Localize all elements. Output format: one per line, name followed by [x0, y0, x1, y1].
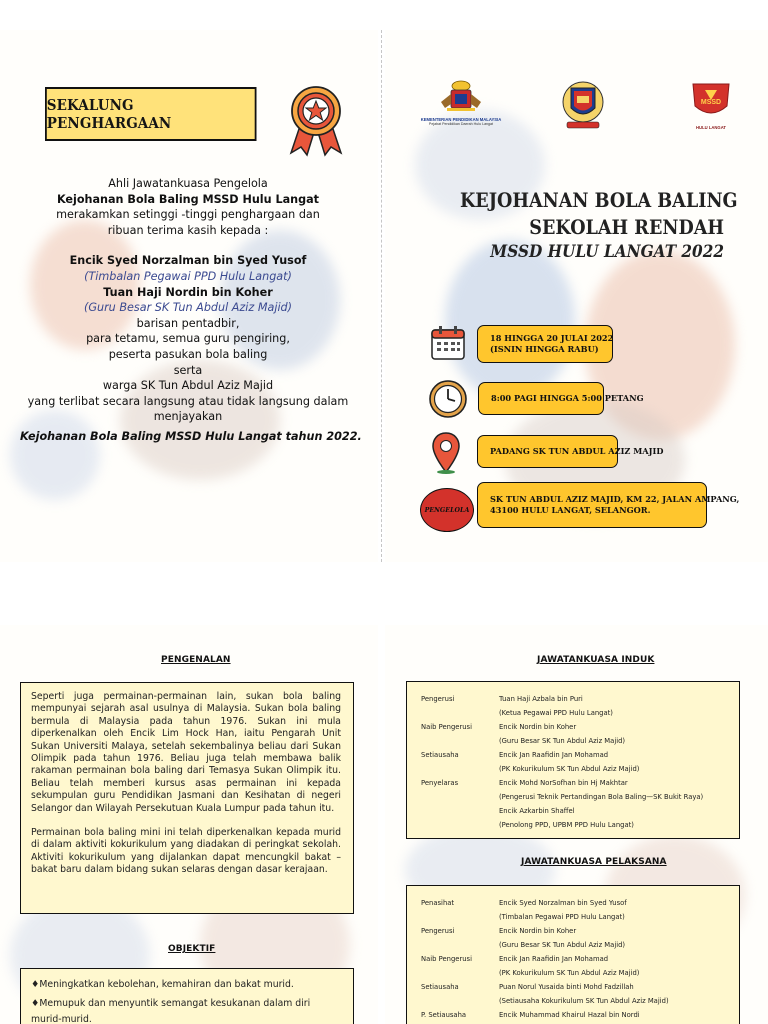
committee-role: Setiausaha	[421, 751, 459, 759]
event-title-line1: KEJOHANAN BOLA BALING	[460, 188, 738, 212]
committee-row	[421, 720, 729, 734]
committee-role	[421, 994, 499, 1008]
event-title	[424, 187, 738, 264]
committee-role: Naib Pengerusi	[421, 723, 472, 731]
person-name: Encik Syed Norzalman bin Syed Yusof	[69, 254, 307, 268]
committee-role	[421, 790, 499, 804]
committee-member: Encik Muhammad Khairul Hazal bin Nordi	[499, 1011, 640, 1019]
committee-role	[421, 910, 499, 924]
mssd-logo-text: MSSD	[700, 99, 722, 106]
committee-row	[421, 818, 729, 832]
fold-line	[381, 30, 382, 562]
introduction-paragraph: Seperti juga permainan-permainan lain, sukan bola baling mempunyai sejarah asal usulnya di Malaysia. Sukan bola baling bermula di Malaysia pada tahun 1976. Sukan ini mula diperkenalkan oleh Encik Lim Hock Han, iaitu Pengarah Unit Sukan Universiti Malaya, setelah sekembalinya beliau dari Sukan Olimpik pada tahun 1976. Beliau juga telah membawa balik rakaman permainan bola baling dari Temasya Sukan Olimpik itu. Beliau telah memberi kursus asas permainan ini kepada sekumpulan guru Pendidikan Jasmani dan Kesihatan di negeri Selangor dan Wilayah Persekutuan Kuala Lumpur pada tahun itu.	[31, 691, 341, 814]
thanks-line: warga SK Tun Abdul Aziz Majid	[102, 379, 274, 393]
thanks-line: menjayakan	[153, 410, 223, 424]
time-text: 8:00 PAGI HINGGA 5:00 PETANG	[491, 393, 644, 403]
objective-item: ♦Memupuk dan menyuntik semangat kesukanan dalam diri	[31, 998, 311, 1009]
committee-member: (PK Kokurikulum SK Tun Abdul Aziz Majid)	[499, 969, 640, 977]
committee-role: Pengerusi	[421, 695, 455, 703]
committee-role: Penasihat	[421, 899, 455, 907]
committee-row	[421, 896, 729, 910]
committee-row	[421, 994, 729, 1008]
committee-panel	[385, 625, 768, 1024]
introduction-panel	[0, 625, 378, 1024]
intro-line: merakamkan setinggi -tinggi penghargaan dan	[56, 208, 320, 222]
committee-member: (Ketua Pegawai PPD Hulu Langat)	[499, 709, 613, 717]
committee-row	[421, 966, 729, 980]
appreciation-title	[45, 87, 257, 141]
committee-member: Encik Azkarbin Shaffel	[499, 807, 575, 815]
committee-row	[421, 762, 729, 776]
venue-text: PADANG SK TUN ABDUL AZIZ MAJID	[490, 446, 664, 456]
organizer-address-line2: 43100 HULU LANGAT, SELANGOR.	[490, 505, 651, 515]
appreciation-panel	[0, 30, 378, 562]
appreciation-title-text: SEKALUNG PENGHARGAAN	[46, 96, 172, 132]
committee-role: Naib Pengerusi	[421, 955, 472, 963]
objective-heading: OBJEKTIF	[168, 944, 216, 954]
person-name: Tuan Haji Nordin bin Koher	[103, 285, 273, 299]
committee-row	[421, 938, 729, 952]
time-box	[478, 382, 644, 415]
committee-member: Puan Norul Yusaida binti Mohd Fadzillah	[499, 983, 634, 991]
committee-role	[421, 938, 499, 952]
day-text: (ISNIN HINGGA RABU)	[490, 344, 599, 354]
introduction-textbox	[20, 682, 354, 914]
main-committee-heading: JAWATANKUASA INDUK	[537, 655, 655, 665]
objective-item: ♦Meningkatkan kebolehan, kemahiran dan bakat murid.	[31, 979, 294, 990]
committee-row	[421, 692, 729, 706]
committee-row	[421, 804, 729, 818]
committee-role: Setiausaha	[421, 983, 459, 991]
event-title-line2: SEKOLAH RENDAH	[529, 215, 724, 239]
intro-event-name: Kejohanan Bola Baling MSSD Hulu Langat	[56, 192, 320, 206]
committee-row	[421, 790, 729, 804]
committee-member: Tuan Haji Azbala bin Puri	[499, 695, 583, 703]
committee-row	[421, 952, 729, 966]
committee-row	[421, 748, 729, 762]
cover-panel	[385, 30, 768, 562]
location-pin-icon	[431, 432, 461, 474]
crest-icon	[411, 78, 511, 112]
introduction-heading: PENGENALAN	[161, 655, 231, 665]
thanks-line: yang terlibat secara langsung atau tidak langsung dalam	[27, 394, 349, 408]
date-text: 18 HINGGA 20 JULAI 2022	[490, 333, 614, 343]
committee-role	[421, 706, 499, 720]
organizer-label: PENGELOLA	[424, 506, 470, 514]
committee-role	[421, 804, 499, 818]
executive-committee-box	[406, 885, 740, 1024]
committee-role	[421, 818, 499, 832]
thanks-line: barisan pentadbir,	[136, 316, 240, 330]
committee-row	[421, 1008, 729, 1022]
objective-item-cont: murid-murid.	[31, 1014, 92, 1024]
introduction-paragraph: Permainan bola baling mini ini telah diperkenalkan kepada murid di dalam aktiviti kokurikulum yang diadakan di peringkat sekolah. Aktiviti kokurikulum yang dijalankan dapat mencungkil bakat – bakat baru dalam bidang sukan selaras dengan dasar kerajaan.	[31, 827, 341, 876]
organizer-badge	[420, 488, 474, 532]
venue-box	[477, 435, 664, 468]
school-shield-icon	[561, 76, 605, 132]
mssd-logo	[687, 80, 735, 132]
committee-row	[421, 910, 729, 924]
ministry-logo-subtext: Pejabat Pendidikan Daerah Hulu Langat	[428, 122, 494, 126]
committee-row	[421, 776, 729, 790]
mssd-logo-subtext: HULU LANGAT	[696, 125, 726, 130]
committee-row	[421, 924, 729, 938]
organizer-box	[477, 482, 740, 528]
event-title-line3: MSSD HULU LANGAT 2022	[490, 242, 724, 262]
main-committee-box	[406, 681, 740, 839]
committee-role	[421, 966, 499, 980]
person-role: (Guru Besar SK Tun Abdul Aziz Majid)	[83, 301, 293, 315]
committee-member: Encik Nordin bin Koher	[499, 927, 577, 935]
committee-member: (Guru Besar SK Tun Abdul Aziz Majid)	[499, 941, 626, 949]
committee-member: (Penolong PPD, UPBM PPD Hulu Langat)	[499, 821, 634, 829]
committee-row	[421, 980, 729, 994]
appreciation-body	[20, 176, 362, 445]
closing-line: Kejohanan Bola Baling MSSD Hulu Langat tahun 2022.	[20, 429, 362, 443]
committee-role	[421, 734, 499, 748]
committee-member: (Setiausaha Kokurikulum SK Tun Abdul Aziz Majid)	[499, 997, 669, 1005]
intro-line: Ahli Jawatankuasa Pengelola	[108, 177, 268, 190]
committee-member: (PK Kokurikulum SK Tun Abdul Aziz Majid)	[499, 765, 640, 773]
organizer-address-line1: SK TUN ABDUL AZIZ MAJID, KM 22, JALAN AMPANG,	[490, 494, 740, 504]
intro-line: ribuan terima kasih kepada :	[107, 223, 269, 237]
person-role: (Timbalan Pegawai PPD Hulu Langat)	[84, 269, 292, 283]
committee-role: Pengerusi	[421, 927, 455, 935]
executive-committee-heading: JAWATANKUASA PELAKSANA	[521, 857, 667, 867]
ministry-logo	[411, 78, 511, 126]
committee-row	[421, 706, 729, 720]
committee-member: (Guru Besar SK Tun Abdul Aziz Majid)	[499, 737, 626, 745]
committee-role: Penyelaras	[421, 779, 459, 787]
committee-member: Encik Mohd NorSofhan bin Hj Makhtar	[499, 779, 628, 787]
date-box	[477, 325, 613, 363]
clock-icon	[428, 379, 468, 419]
bg-splash	[445, 240, 575, 400]
objective-textbox	[20, 968, 354, 1024]
thanks-line: para tetamu, semua guru pengiring,	[86, 332, 290, 346]
calendar-icon	[430, 325, 466, 361]
committee-member: Encik Jan Raafidin Jan Mohamad	[499, 751, 609, 759]
committee-row	[421, 734, 729, 748]
ministry-logo-text: KEMENTERIAN PENDIDIKAN MALAYSIA	[420, 117, 502, 122]
committee-member: (Pengerusi Teknik Pertandingan Bola Baling—SK Bukit Raya)	[499, 793, 704, 801]
committee-role	[421, 762, 499, 776]
committee-role: P. Setiausaha	[421, 1011, 467, 1019]
committee-member: (Timbalan Pegawai PPD Hulu Langat)	[499, 913, 625, 921]
committee-member: Encik Nordin bin Koher	[499, 723, 577, 731]
thanks-line: peserta pasukan bola baling	[108, 347, 268, 361]
award-ribbon-icon	[287, 83, 345, 157]
thanks-line: serta	[173, 363, 203, 377]
committee-member: Encik Jan Raafidin Jan Mohamad	[499, 955, 609, 963]
committee-member: Encik Syed Norzalman bin Syed Yusof	[499, 899, 627, 907]
